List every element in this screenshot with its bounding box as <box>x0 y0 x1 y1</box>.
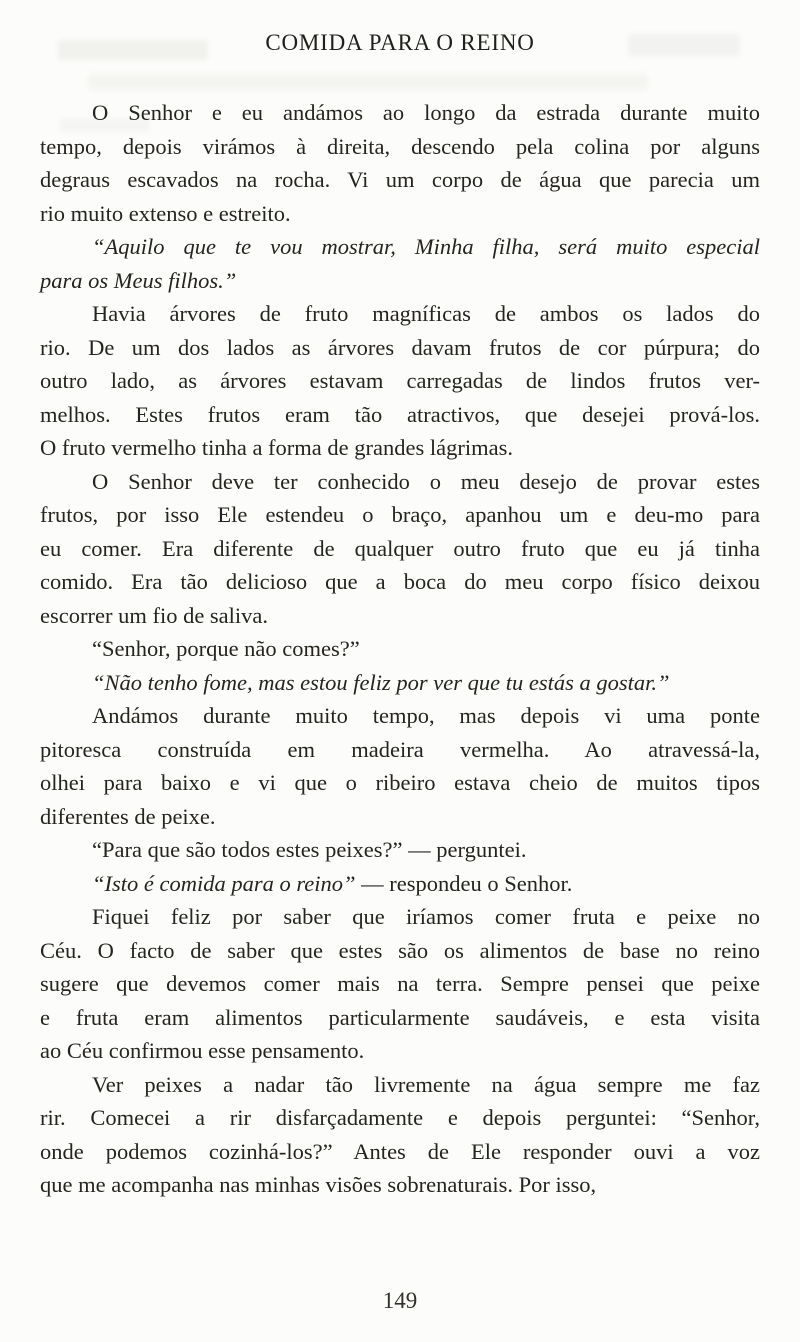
text-segment-italic: para os Meus filhos.” <box>40 267 237 293</box>
text-line <box>40 766 760 800</box>
text-segment: ao Céu confirmou esse pensamento. <box>40 1038 365 1063</box>
text-line <box>40 1068 760 1102</box>
paragraph-8 <box>40 833 760 867</box>
paragraph-1 <box>40 96 760 230</box>
text-line <box>40 532 760 566</box>
text-segment: onde podemos cozinhá-los?” Antes de Ele responder ouvi a voz <box>40 1138 760 1164</box>
text-line <box>40 632 760 666</box>
text-segment-italic: “Aquilo que te vou mostrar, Minha filha, será muito especial <box>92 234 760 259</box>
text-line <box>40 130 760 164</box>
text-line <box>40 331 760 365</box>
text-line <box>40 230 760 264</box>
text-segment: rir. Comecei a rir disfarçadamente e depois perguntei: “Senhor, <box>40 1105 760 1130</box>
scan-artifact <box>88 74 648 90</box>
text-segment-italic: “Isto é comida para o reino” <box>92 870 356 896</box>
text-segment: Havia árvores de fruto magníficas de ambos os lados do <box>92 301 760 326</box>
text-segment: rio. De um dos lados as árvores davam frutos de cor púrpura; do <box>40 334 760 360</box>
text-segment: outro lado, as árvores estavam carregadas de lindos frutos ver- <box>40 368 760 393</box>
text-line <box>40 264 760 298</box>
text-line <box>40 733 760 767</box>
text-line <box>40 398 760 432</box>
text-line <box>40 833 760 867</box>
text-segment: Céu. O facto de saber que estes são os alimentos de base no reino <box>40 937 760 963</box>
text-segment: O Senhor deve ter conhecido o meu desejo de provar estes <box>92 468 760 494</box>
text-segment: comido. Era tão delicioso que a boca do meu corpo físico deixou <box>40 569 760 594</box>
text-segment: degraus escavados na rocha. Vi um corpo de água que parecia um <box>40 167 760 192</box>
paragraph-7 <box>40 699 760 833</box>
text-segment: frutos, por isso Ele estendeu o braço, apanhou um e deu-mo para <box>40 502 760 527</box>
text-line <box>40 431 760 465</box>
text-segment: Fiquei feliz por saber que iríamos comer fruta e peixe no <box>92 904 760 929</box>
text-line <box>40 599 760 633</box>
text-line <box>40 967 760 1001</box>
text-segment: escorrer um fio de saliva. <box>40 602 269 628</box>
text-line <box>40 800 760 834</box>
text-segment: tempo, depois virámos à direita, descendo pela colina por alguns <box>40 133 760 159</box>
text-line <box>40 465 760 499</box>
text-segment-italic: “Não tenho fome, mas estou feliz por ver que tu estás a gostar.” <box>92 669 670 695</box>
text-line <box>40 163 760 197</box>
paragraph-10 <box>40 900 760 1068</box>
paragraph-3 <box>40 297 760 465</box>
text-line <box>40 1034 760 1068</box>
text-segment: Ver peixes a nadar tão livremente na água sempre me faz <box>92 1071 760 1097</box>
paragraph-11 <box>40 1068 760 1202</box>
text-segment: sugere que devemos comer mais na terra. Sempre pensei que peixe <box>40 971 760 996</box>
text-segment: — respondeu o Senhor. <box>355 870 573 896</box>
paragraph-6 <box>40 666 760 700</box>
text-segment: melhos. Estes frutos eram tão atractivos, que desejei prová-los. <box>40 401 760 427</box>
text-segment: eu comer. Era diferente de qualquer outro fruto que eu já tinha <box>40 535 760 561</box>
text-line <box>40 96 760 130</box>
text-line <box>40 1101 760 1135</box>
text-segment: que me acompanha nas minhas visões sobrenaturais. Por isso, <box>40 1172 597 1197</box>
text-line <box>40 565 760 599</box>
text-segment: O Senhor e eu andámos ao longo da estrada durante muito <box>92 100 760 125</box>
text-segment: rio muito extenso e estreito. <box>40 200 291 226</box>
text-line <box>40 498 760 532</box>
paragraph-5 <box>40 632 760 666</box>
text-line <box>40 197 760 231</box>
text-segment: pitoresca construída em madeira vermelha. Ao atravessá-la, <box>40 736 760 762</box>
text-line <box>40 297 760 331</box>
text-line <box>40 364 760 398</box>
text-line <box>40 1135 760 1169</box>
paragraph-2 <box>40 230 760 297</box>
text-segment: “Para que são todos estes peixes?” — perguntei. <box>92 837 527 862</box>
text-line <box>40 900 760 934</box>
text-line <box>40 666 760 700</box>
text-line <box>40 699 760 733</box>
text-segment: “Senhor, porque não comes?” <box>92 636 360 661</box>
text-line <box>40 867 760 901</box>
text-segment: O fruto vermelho tinha a forma de grandes lágrimas. <box>40 435 513 460</box>
chapter-title: COMIDA PARA O REINO <box>265 30 535 55</box>
text-segment: Andámos durante muito tempo, mas depois vi uma ponte <box>92 703 760 728</box>
page-number: 149 <box>382 1288 418 1313</box>
text-segment: e fruta eram alimentos particularmente saudáveis, e esta visita <box>40 1004 760 1030</box>
text-line <box>40 1001 760 1035</box>
page-body <box>40 96 760 1202</box>
text-segment: diferentes de peixe. <box>40 803 216 829</box>
text-line <box>40 934 760 968</box>
text-line <box>40 1168 760 1202</box>
text-segment: olhei para baixo e vi que o ribeiro estava cheio de muitos tipos <box>40 770 760 795</box>
paragraph-9 <box>40 867 760 901</box>
paragraph-4 <box>40 465 760 633</box>
